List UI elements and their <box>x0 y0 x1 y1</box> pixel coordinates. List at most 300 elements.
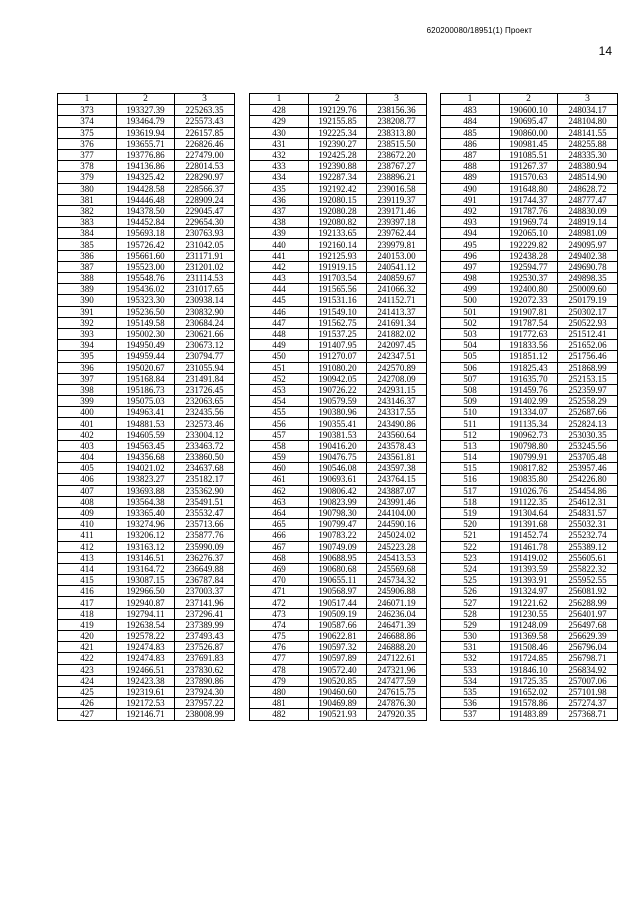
point-number-cell: 373 <box>58 105 117 116</box>
y-coordinate-cell: 246071.19 <box>367 597 427 608</box>
y-coordinate-cell: 249690.78 <box>558 261 618 272</box>
x-coordinate-cell: 191833.56 <box>500 340 558 351</box>
x-coordinate-cell: 194881.53 <box>117 418 175 429</box>
x-coordinate-cell: 195726.42 <box>117 239 175 250</box>
x-coordinate-cell: 192474.83 <box>117 642 175 653</box>
table-row <box>250 351 427 362</box>
x-coordinate-cell: 191744.37 <box>500 194 558 205</box>
y-coordinate-cell: 237493.43 <box>175 631 235 642</box>
point-number-cell: 535 <box>441 686 500 697</box>
table-row <box>58 127 235 138</box>
point-number-cell: 376 <box>58 138 117 149</box>
point-number-cell: 454 <box>250 396 309 407</box>
y-coordinate-cell: 248777.47 <box>558 194 618 205</box>
point-number-cell: 497 <box>441 261 500 272</box>
table-row <box>250 138 427 149</box>
x-coordinate-cell: 192423.38 <box>117 675 175 686</box>
x-coordinate-cell: 192192.42 <box>309 183 367 194</box>
point-number-cell: 512 <box>441 429 500 440</box>
point-number-cell: 498 <box>441 273 500 284</box>
table-row <box>441 373 618 384</box>
table-row <box>58 675 235 686</box>
x-coordinate-cell: 193365.40 <box>117 507 175 518</box>
y-coordinate-cell: 237003.37 <box>175 586 235 597</box>
point-number-cell: 519 <box>441 507 500 518</box>
table-row <box>58 597 235 608</box>
point-number-cell: 384 <box>58 228 117 239</box>
point-number-cell: 513 <box>441 440 500 451</box>
table-row <box>441 149 618 160</box>
table-row <box>250 552 427 563</box>
x-coordinate-cell: 191531.16 <box>309 295 367 306</box>
table-row <box>250 149 427 160</box>
x-coordinate-cell: 190835.80 <box>500 474 558 485</box>
point-number-cell: 395 <box>58 351 117 362</box>
point-number-cell: 510 <box>441 407 500 418</box>
y-coordinate-cell: 238515.50 <box>367 138 427 149</box>
table-row <box>441 194 618 205</box>
table-row <box>441 597 618 608</box>
x-coordinate-cell: 191825.43 <box>500 362 558 373</box>
x-coordinate-cell: 192940.87 <box>117 597 175 608</box>
y-coordinate-cell: 252687.66 <box>558 407 618 418</box>
x-coordinate-cell: 194428.58 <box>117 183 175 194</box>
y-coordinate-cell: 242570.89 <box>367 362 427 373</box>
x-coordinate-cell: 190546.08 <box>309 463 367 474</box>
point-number-cell: 517 <box>441 485 500 496</box>
point-number-cell: 462 <box>250 485 309 496</box>
y-coordinate-cell: 237389.99 <box>175 619 235 630</box>
y-coordinate-cell: 241066.32 <box>367 284 427 295</box>
table-row <box>58 575 235 586</box>
table-row <box>441 563 618 574</box>
table-row <box>250 105 427 116</box>
table-row <box>58 373 235 384</box>
table-row <box>58 519 235 530</box>
x-coordinate-cell: 193146.51 <box>117 552 175 563</box>
x-coordinate-cell: 193776.86 <box>117 149 175 160</box>
table-row <box>58 407 235 418</box>
table-row <box>441 575 618 586</box>
x-coordinate-cell: 194356.68 <box>117 452 175 463</box>
y-coordinate-cell: 239762.44 <box>367 228 427 239</box>
table-row <box>441 642 618 653</box>
table-row <box>58 530 235 541</box>
table-row <box>250 429 427 440</box>
x-coordinate-cell: 194378.50 <box>117 205 175 216</box>
point-number-cell: 382 <box>58 205 117 216</box>
coordinates-table-2 <box>249 93 427 721</box>
x-coordinate-cell: 192390.27 <box>309 138 367 149</box>
point-number-cell: 502 <box>441 317 500 328</box>
point-number-cell: 532 <box>441 653 500 664</box>
table-row <box>58 228 235 239</box>
table-row <box>58 485 235 496</box>
x-coordinate-cell: 190568.97 <box>309 586 367 597</box>
point-number-cell: 471 <box>250 586 309 597</box>
point-number-cell: 434 <box>250 172 309 183</box>
point-number-cell: 505 <box>441 351 500 362</box>
point-number-cell: 401 <box>58 418 117 429</box>
x-coordinate-cell: 190688.95 <box>309 552 367 563</box>
point-number-cell: 432 <box>250 149 309 160</box>
y-coordinate-cell: 235182.17 <box>175 474 235 485</box>
table-row <box>441 284 618 295</box>
point-number-cell: 455 <box>250 407 309 418</box>
y-coordinate-cell: 256834.92 <box>558 664 618 675</box>
y-coordinate-cell: 250302.17 <box>558 306 618 317</box>
point-number-cell: 399 <box>58 396 117 407</box>
table-row <box>250 440 427 451</box>
x-coordinate-cell: 190655.11 <box>309 575 367 586</box>
x-coordinate-cell: 192425.28 <box>309 149 367 160</box>
table-row <box>58 452 235 463</box>
table-row <box>250 127 427 138</box>
x-coordinate-cell: 190380.96 <box>309 407 367 418</box>
table-row <box>441 709 618 720</box>
point-number-cell: 389 <box>58 284 117 295</box>
x-coordinate-cell: 195661.60 <box>117 250 175 261</box>
y-coordinate-cell: 225263.35 <box>175 105 235 116</box>
y-coordinate-cell: 232435.56 <box>175 407 235 418</box>
point-number-cell: 452 <box>250 373 309 384</box>
x-coordinate-cell: 190469.89 <box>309 698 367 709</box>
y-coordinate-cell: 243317.55 <box>367 407 427 418</box>
table-row <box>250 541 427 552</box>
point-number-cell: 411 <box>58 530 117 541</box>
x-coordinate-cell: 191919.15 <box>309 261 367 272</box>
y-coordinate-cell: 231042.05 <box>175 239 235 250</box>
x-coordinate-cell: 195168.84 <box>117 373 175 384</box>
y-coordinate-cell: 246888.20 <box>367 642 427 653</box>
table-header-row <box>250 94 427 105</box>
point-number-cell: 444 <box>250 284 309 295</box>
table-row <box>58 273 235 284</box>
x-coordinate-cell: 190381.53 <box>309 429 367 440</box>
table-row <box>250 675 427 686</box>
x-coordinate-cell: 190749.09 <box>309 541 367 552</box>
point-number-cell: 482 <box>250 709 309 720</box>
y-coordinate-cell: 242097.45 <box>367 340 427 351</box>
table-row <box>250 586 427 597</box>
y-coordinate-cell: 235532.47 <box>175 507 235 518</box>
x-coordinate-cell: 192400.80 <box>500 284 558 295</box>
x-coordinate-cell: 193464.79 <box>117 116 175 127</box>
table-row <box>441 362 618 373</box>
point-number-cell: 428 <box>250 105 309 116</box>
point-number-cell: 397 <box>58 373 117 384</box>
point-number-cell: 488 <box>441 161 500 172</box>
y-coordinate-cell: 257368.71 <box>558 709 618 720</box>
point-number-cell: 485 <box>441 127 500 138</box>
x-coordinate-cell: 190798.30 <box>309 507 367 518</box>
y-coordinate-cell: 228566.37 <box>175 183 235 194</box>
x-coordinate-cell: 195523.00 <box>117 261 175 272</box>
point-number-cell: 438 <box>250 217 309 228</box>
y-coordinate-cell: 241152.71 <box>367 295 427 306</box>
point-number-cell: 458 <box>250 440 309 451</box>
table-row <box>441 530 618 541</box>
table-row <box>441 664 618 675</box>
point-number-cell: 433 <box>250 161 309 172</box>
point-number-cell: 440 <box>250 239 309 250</box>
y-coordinate-cell: 238767.27 <box>367 161 427 172</box>
y-coordinate-cell: 250522.93 <box>558 317 618 328</box>
table-row <box>58 328 235 339</box>
x-coordinate-cell: 193327.39 <box>117 105 175 116</box>
table-row <box>250 407 427 418</box>
table-row <box>441 474 618 485</box>
x-coordinate-cell: 190860.00 <box>500 127 558 138</box>
coordinates-table-1 <box>57 93 235 721</box>
table-row <box>441 686 618 697</box>
point-number-cell: 447 <box>250 317 309 328</box>
x-coordinate-cell: 191725.35 <box>500 675 558 686</box>
x-coordinate-cell: 193206.12 <box>117 530 175 541</box>
table-row <box>250 384 427 395</box>
y-coordinate-cell: 238208.77 <box>367 116 427 127</box>
y-coordinate-cell: 226157.85 <box>175 127 235 138</box>
point-number-cell: 472 <box>250 597 309 608</box>
x-coordinate-cell: 195548.76 <box>117 273 175 284</box>
table-row <box>250 653 427 664</box>
x-coordinate-cell: 191393.59 <box>500 563 558 574</box>
x-coordinate-cell: 191787.76 <box>500 205 558 216</box>
x-coordinate-cell: 192065.10 <box>500 228 558 239</box>
table-row <box>58 474 235 485</box>
point-number-cell: 425 <box>58 686 117 697</box>
x-coordinate-cell: 190962.73 <box>500 429 558 440</box>
x-coordinate-cell: 191270.07 <box>309 351 367 362</box>
x-coordinate-cell: 191459.76 <box>500 384 558 395</box>
y-coordinate-cell: 248255.88 <box>558 138 618 149</box>
table-row <box>250 228 427 239</box>
y-coordinate-cell: 246688.86 <box>367 631 427 642</box>
x-coordinate-cell: 191635.70 <box>500 373 558 384</box>
table-row <box>250 563 427 574</box>
table-row <box>58 653 235 664</box>
y-coordinate-cell: 240153.00 <box>367 250 427 261</box>
point-number-cell: 469 <box>250 563 309 574</box>
y-coordinate-cell: 237957.22 <box>175 698 235 709</box>
point-number-cell: 537 <box>441 709 500 720</box>
point-number-cell: 448 <box>250 328 309 339</box>
point-number-cell: 460 <box>250 463 309 474</box>
y-coordinate-cell: 232573.46 <box>175 418 235 429</box>
y-coordinate-cell: 229045.47 <box>175 205 235 216</box>
table-row <box>441 698 618 709</box>
point-number-cell: 500 <box>441 295 500 306</box>
point-number-cell: 375 <box>58 127 117 138</box>
point-number-cell: 487 <box>441 149 500 160</box>
table-row <box>250 575 427 586</box>
y-coordinate-cell: 253705.48 <box>558 452 618 463</box>
y-coordinate-cell: 243560.64 <box>367 429 427 440</box>
table-row <box>250 328 427 339</box>
point-number-cell: 443 <box>250 273 309 284</box>
y-coordinate-cell: 243578.43 <box>367 440 427 451</box>
table-row <box>58 698 235 709</box>
table-row <box>441 205 618 216</box>
y-coordinate-cell: 247477.59 <box>367 675 427 686</box>
point-number-cell: 515 <box>441 463 500 474</box>
x-coordinate-cell: 191648.80 <box>500 183 558 194</box>
x-coordinate-cell: 195020.67 <box>117 362 175 373</box>
point-number-cell: 526 <box>441 586 500 597</box>
point-number-cell: 533 <box>441 664 500 675</box>
point-number-cell: 387 <box>58 261 117 272</box>
point-number-cell: 520 <box>441 519 500 530</box>
y-coordinate-cell: 249095.97 <box>558 239 618 250</box>
x-coordinate-cell: 190416.20 <box>309 440 367 451</box>
y-coordinate-cell: 251868.99 <box>558 362 618 373</box>
table-row <box>441 273 618 284</box>
y-coordinate-cell: 243561.81 <box>367 452 427 463</box>
y-coordinate-cell: 238313.80 <box>367 127 427 138</box>
x-coordinate-cell: 190600.10 <box>500 105 558 116</box>
point-number-cell: 490 <box>441 183 500 194</box>
x-coordinate-cell: 192319.61 <box>117 686 175 697</box>
y-coordinate-cell: 255389.12 <box>558 541 618 552</box>
x-coordinate-cell: 191393.91 <box>500 575 558 586</box>
x-coordinate-cell: 190520.85 <box>309 675 367 686</box>
y-coordinate-cell: 238008.99 <box>175 709 235 720</box>
y-coordinate-cell: 248380.94 <box>558 161 618 172</box>
y-coordinate-cell: 255232.74 <box>558 530 618 541</box>
x-coordinate-cell: 190579.59 <box>309 396 367 407</box>
point-number-cell: 427 <box>58 709 117 720</box>
y-coordinate-cell: 251652.06 <box>558 340 618 351</box>
y-coordinate-cell: 233463.72 <box>175 440 235 451</box>
x-coordinate-cell: 190509.19 <box>309 608 367 619</box>
y-coordinate-cell: 254226.80 <box>558 474 618 485</box>
point-number-cell: 408 <box>58 496 117 507</box>
x-coordinate-cell: 190680.68 <box>309 563 367 574</box>
table-row <box>250 452 427 463</box>
x-coordinate-cell: 195323.30 <box>117 295 175 306</box>
y-coordinate-cell: 235362.90 <box>175 485 235 496</box>
point-number-cell: 415 <box>58 575 117 586</box>
table-row <box>441 105 618 116</box>
point-number-cell: 467 <box>250 541 309 552</box>
x-coordinate-cell: 191787.54 <box>500 317 558 328</box>
point-number-cell: 404 <box>58 452 117 463</box>
point-number-cell: 421 <box>58 642 117 653</box>
x-coordinate-cell: 194950.49 <box>117 340 175 351</box>
x-coordinate-cell: 191334.07 <box>500 407 558 418</box>
y-coordinate-cell: 242708.09 <box>367 373 427 384</box>
point-number-cell: 430 <box>250 127 309 138</box>
y-coordinate-cell: 231726.45 <box>175 384 235 395</box>
x-coordinate-cell: 191578.86 <box>500 698 558 709</box>
y-coordinate-cell: 245223.28 <box>367 541 427 552</box>
x-coordinate-cell: 192530.37 <box>500 273 558 284</box>
table-row <box>250 250 427 261</box>
table-row <box>58 586 235 597</box>
x-coordinate-cell: 191248.09 <box>500 619 558 630</box>
y-coordinate-cell: 239397.18 <box>367 217 427 228</box>
x-coordinate-cell: 194963.41 <box>117 407 175 418</box>
y-coordinate-cell: 237141.96 <box>175 597 235 608</box>
table-row <box>58 317 235 328</box>
point-number-cell: 499 <box>441 284 500 295</box>
y-coordinate-cell: 248335.30 <box>558 149 618 160</box>
table-row <box>250 306 427 317</box>
point-number-cell: 420 <box>58 631 117 642</box>
point-number-cell: 457 <box>250 429 309 440</box>
x-coordinate-cell: 191562.75 <box>309 317 367 328</box>
y-coordinate-cell: 248981.09 <box>558 228 618 239</box>
x-coordinate-cell: 192125.93 <box>309 250 367 261</box>
table-row <box>441 653 618 664</box>
x-coordinate-cell: 191549.10 <box>309 306 367 317</box>
y-coordinate-cell: 245024.02 <box>367 530 427 541</box>
table-row <box>250 530 427 541</box>
table-row <box>250 295 427 306</box>
x-coordinate-cell: 193163.12 <box>117 541 175 552</box>
x-coordinate-cell: 190693.61 <box>309 474 367 485</box>
x-coordinate-cell: 191851.12 <box>500 351 558 362</box>
table-row <box>250 373 427 384</box>
point-number-cell: 431 <box>250 138 309 149</box>
y-coordinate-cell: 242347.51 <box>367 351 427 362</box>
x-coordinate-cell: 194605.59 <box>117 429 175 440</box>
y-coordinate-cell: 255032.31 <box>558 519 618 530</box>
point-number-cell: 378 <box>58 161 117 172</box>
point-number-cell: 481 <box>250 698 309 709</box>
y-coordinate-cell: 239119.37 <box>367 194 427 205</box>
point-number-cell: 470 <box>250 575 309 586</box>
table-row <box>58 239 235 250</box>
column-header: 2 <box>309 94 367 105</box>
point-number-cell: 422 <box>58 653 117 664</box>
point-number-cell: 403 <box>58 440 117 451</box>
table-row <box>250 642 427 653</box>
x-coordinate-cell: 190355.41 <box>309 418 367 429</box>
y-coordinate-cell: 225573.43 <box>175 116 235 127</box>
point-number-cell: 525 <box>441 575 500 586</box>
y-coordinate-cell: 231114.53 <box>175 273 235 284</box>
point-number-cell: 409 <box>58 507 117 518</box>
y-coordinate-cell: 242931.15 <box>367 384 427 395</box>
y-coordinate-cell: 250179.19 <box>558 295 618 306</box>
point-number-cell: 391 <box>58 306 117 317</box>
point-number-cell: 486 <box>441 138 500 149</box>
y-coordinate-cell: 241691.34 <box>367 317 427 328</box>
x-coordinate-cell: 193693.88 <box>117 485 175 496</box>
point-number-cell: 479 <box>250 675 309 686</box>
column-header: 1 <box>250 94 309 105</box>
point-number-cell: 400 <box>58 407 117 418</box>
y-coordinate-cell: 245569.68 <box>367 563 427 574</box>
table-row <box>441 250 618 261</box>
point-number-cell: 386 <box>58 250 117 261</box>
x-coordinate-cell: 192474.83 <box>117 653 175 664</box>
point-number-cell: 418 <box>58 608 117 619</box>
column-header: 2 <box>500 94 558 105</box>
point-number-cell: 516 <box>441 474 500 485</box>
table-row <box>250 698 427 709</box>
point-number-cell: 441 <box>250 250 309 261</box>
x-coordinate-cell: 190799.47 <box>309 519 367 530</box>
table-row <box>250 507 427 518</box>
y-coordinate-cell: 235713.66 <box>175 519 235 530</box>
y-coordinate-cell: 255952.55 <box>558 575 618 586</box>
table-row <box>250 474 427 485</box>
table-row <box>58 161 235 172</box>
y-coordinate-cell: 245906.88 <box>367 586 427 597</box>
y-coordinate-cell: 251512.41 <box>558 328 618 339</box>
